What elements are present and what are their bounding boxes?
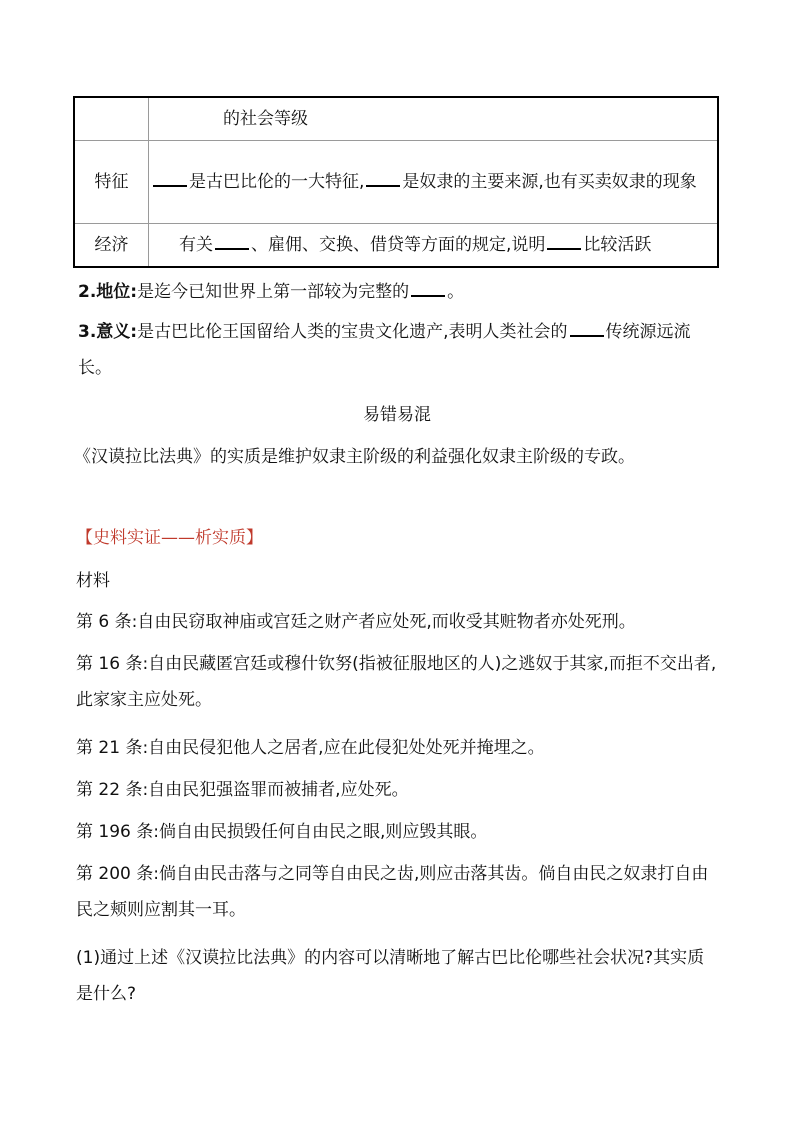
easy-mistake-text: 《汉谟拉比法典》的实质是维护奴隶主阶级的利益强化奴隶主阶级的专政。: [74, 447, 635, 467]
easy-mistake-title: 易错易混: [363, 405, 431, 425]
table-cell-text: 是奴隶的主要来源,也有买卖奴隶的现象: [402, 172, 697, 192]
code-summary-table: [73, 96, 719, 268]
article-item: 第 196 条:倘自由民损毁任何自由民之眼,则应毁其眼。: [76, 822, 488, 842]
item-text: 是迄今已知世界上第一部较为完整的: [137, 282, 410, 302]
significance-paragraph: [78, 314, 723, 386]
section-title: 【史料实证——析实质】: [76, 528, 263, 548]
material-label: 材料: [76, 571, 110, 591]
item-heading: 地位:: [96, 282, 138, 302]
table-row-label: 特征: [74, 141, 149, 224]
table-row: [74, 141, 718, 224]
table-row-content: [149, 97, 719, 141]
article-item: 第 6 条:自由民窃取神庙或宫廷之财产者应处死,而收受其赃物者亦处死刑。: [76, 612, 636, 632]
table-cell-text: 是古巴比伦的一大特征,: [189, 172, 365, 192]
status-paragraph: [78, 274, 723, 310]
article-item: 第 200 条:倘自由民击落与之同等自由民之齿,则应击落其齿。倘自由民之奴隶打自由民之颊则应割其一耳。: [76, 864, 709, 920]
table-row-content: [149, 141, 719, 224]
item-number: 2.: [78, 282, 97, 302]
article-item: 第 22 条:自由民犯强盗罪而被捕者,应处死。: [76, 780, 409, 800]
table-row-label: [74, 97, 149, 141]
fill-in-blank[interactable]: [570, 334, 604, 337]
table-cell-text: 的社会等级: [223, 109, 308, 129]
fill-in-blank[interactable]: [547, 247, 581, 250]
table-cell-text: 比较活跃: [583, 235, 652, 255]
article-item: 第 21 条:自由民侵犯他人之居者,应在此侵犯处处死并掩埋之。: [76, 738, 545, 758]
question-text: (1)通过上述《汉谟拉比法典》的内容可以清晰地了解古巴比伦哪些社会状况?其实质是什么?: [76, 948, 705, 1004]
table-row-content: [149, 224, 719, 268]
fill-in-blank[interactable]: [215, 247, 249, 250]
item-text-end: 。: [447, 282, 465, 302]
fill-in-blank[interactable]: [153, 184, 187, 187]
item-text: 是古巴比伦王国留给人类的宝贵文化遗产,表明人类社会的: [137, 322, 568, 342]
fill-in-blank[interactable]: [366, 184, 400, 187]
item-heading: 意义:: [96, 322, 138, 342]
fill-in-blank[interactable]: [411, 294, 445, 297]
article-item: 第 16 条:自由民藏匿宫廷或穆什钦努(指被征服地区的人)之逃奴于其家,而拒不交出者,此家家主应处死。: [76, 654, 717, 710]
table-cell-text: 、雇佣、交换、借贷等方面的规定,说明: [251, 235, 546, 255]
table-row: [74, 97, 718, 141]
item-number: 3.: [78, 322, 97, 342]
table-cell-text: 有关: [179, 235, 213, 255]
table-row-label: 经济: [74, 224, 149, 268]
table-row: [74, 224, 718, 268]
item-text: 传统源远流长。: [78, 322, 691, 378]
